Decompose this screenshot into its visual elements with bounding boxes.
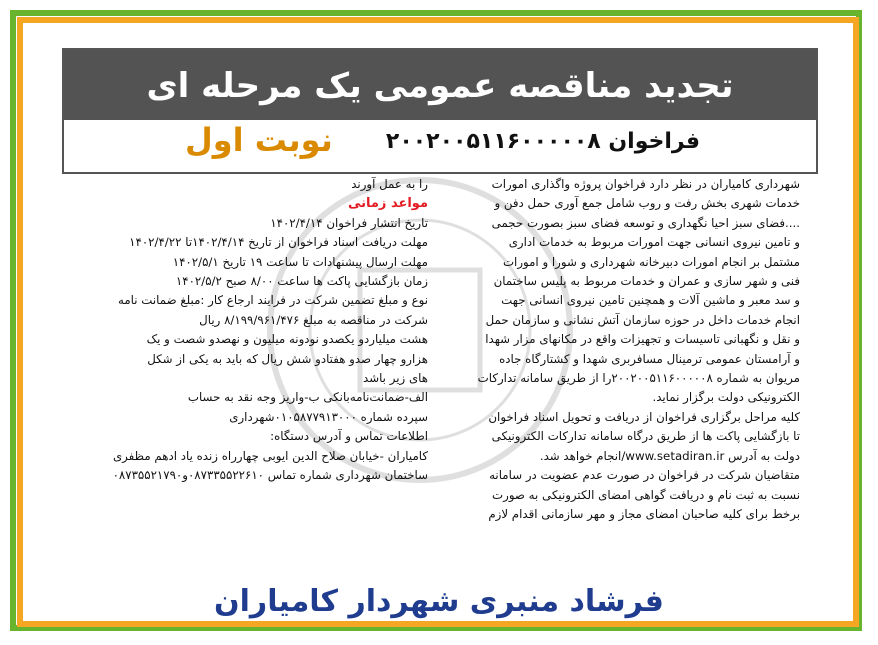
detail-line: ساختمان شهرداری شماره تماس ۰۸۷۳۳۵۵۲۲۶۱۰و۰۸۷۳۵۵۲۱۷۹۰ — [112, 468, 428, 483]
paragraph-line: نسبت به ثبت نام و دریافت گواهی امضای الکترونیکی به صورت — [492, 487, 800, 502]
body-columns — [76, 175, 800, 563]
paragraph-line: و تامین نیروی انسانی جهت امورات مربوط به خدمات اداری — [508, 235, 800, 250]
paragraph-line: الکترونیکی دولت برگزار نماید. — [652, 390, 800, 405]
detail-line: شرکت در مناقصه به مبلغ ۸/۱۹۹/۹۶۱/۴۷۶ ریال — [199, 312, 428, 327]
announcement-header — [62, 48, 818, 174]
detail-line: تاریخ انتشار فراخوان ۱۴۰۲/۴/۱۴ — [270, 215, 428, 230]
detail-line: هزارو چهار صدو هفتادو شش ریال که باید به یکی از شکل — [147, 351, 428, 366]
left-column-text — [76, 175, 428, 486]
mayor-signature: فرشاد منبری شهردار کامیاران — [214, 584, 664, 619]
paragraph-line: ....فضای سبز احیا نگهداری و توسعه فضای سبز بصورت حجمی — [491, 215, 800, 230]
detail-line: مهلت دریافت اسناد فراخوان از تاریخ ۱۴۰۲/۴/۱۴تا ۱۴۰۲/۴/۲۲ — [129, 235, 428, 250]
paragraph-line: تا بازگشایی پاکت ها از طریق درگاه سامانه تدارکات الکترونیکی — [491, 429, 800, 444]
paragraph-line: کلیه مراحل برگزاری فراخوان از دریافت و تحویل اسناد فراخوان — [488, 409, 800, 424]
paragraph-line: فنی و شهر سازی و عمران و خدمات مربوط به پلیس ساختمان — [493, 274, 800, 289]
paragraph-line: و سد معبر و ماشین آلات و همچنین تامین نیروی انسانی جهت — [501, 293, 800, 308]
paragraph-line: انجام خدمات داخل در حوزه سازمان آتش نشانی و سازمان حمل — [485, 312, 800, 327]
paragraph-line: برخط برای کلیه صاحبان امضای مجاز و مهر سازمانی اقدام لازم — [488, 506, 800, 521]
paragraph-line: شهرداری کامیاران در نظر دارد فراخوان پروژه واگذاری امورات — [491, 177, 800, 191]
detail-line: زمان بازگشایی پاکت ها ساعت ۸/۰۰ صبح ۱۴۰۲/۵/۲ — [175, 274, 428, 289]
section-title-deadlines: مواعد زمانی — [347, 196, 428, 212]
detail-line: مهلت ارسال پیشنهادات تا ساعت ۱۹ تاریخ ۱۴۰۲/۵/۱ — [172, 254, 428, 269]
page-title: تجدید مناقصه عمومی یک مرحله ای — [146, 66, 734, 106]
detail-line: سپرده شماره ۰۱۰۵۸۷۷۹۱۳۰۰۰شهرداری — [229, 409, 428, 424]
intro-line: را به عمل آورند — [351, 177, 428, 191]
paragraph-line: دولت به آدرس www.setadiran.ir/انجام خواهد شد. — [539, 448, 800, 463]
paragraph-line: خدمات شهری بخش رفت و روب شامل جمع آوری حمل دفن و — [494, 196, 800, 211]
detail-line: نوع و مبلغ تضمین شرکت در فرایند ارجاع کار :مبلغ ضمانت نامه — [118, 293, 428, 308]
paragraph-line: مریوان به شماره ۲۰۰۲۰۰۵۱۱۶۰۰۰۰۰۸را از طریق سامانه تدارکات — [477, 371, 800, 386]
title-banner — [64, 50, 816, 120]
paragraph-line: متقاضیان شرکت در فراخوان در صورت عدم عضویت در سامانه — [489, 468, 800, 483]
paragraph-line: و آرامستان عمومی ترمینال مسافربری شهدا و کشتارگاه جاده — [499, 351, 800, 366]
detail-line: های زیر باشد — [363, 371, 428, 386]
detail-line: اطلاعات تماس و آدرس دستگاه: — [270, 429, 428, 444]
tender-number: فراخوان ۲۰۰۲۰۰۵۱۱۶۰۰۰۰۰۸ — [385, 129, 700, 154]
paragraph-line: مشتمل بر انجام امورات دبیرخانه شهرداری و شورا و امورات — [502, 254, 800, 269]
detail-line: هشت میلیاردو یکصدو نودونه میلیون و نهصدو شصت و یک — [146, 332, 428, 347]
detail-line: الف-ضمانت‌نامه‌بانکی ب-واریز وجه نقد به حساب — [187, 390, 428, 405]
detail-line: کامیاران -خیابان صلاح الدین ایوبی چهارراه زنده یاد ادهم مظفری — [112, 448, 428, 463]
publication-round: نوبت اول — [185, 121, 333, 159]
paragraph-line: و نقل و نگهبانی تاسیسات و تجهیزات واقع در مکانهای مزار شهدا — [485, 332, 800, 347]
right-column-text — [440, 175, 800, 524]
